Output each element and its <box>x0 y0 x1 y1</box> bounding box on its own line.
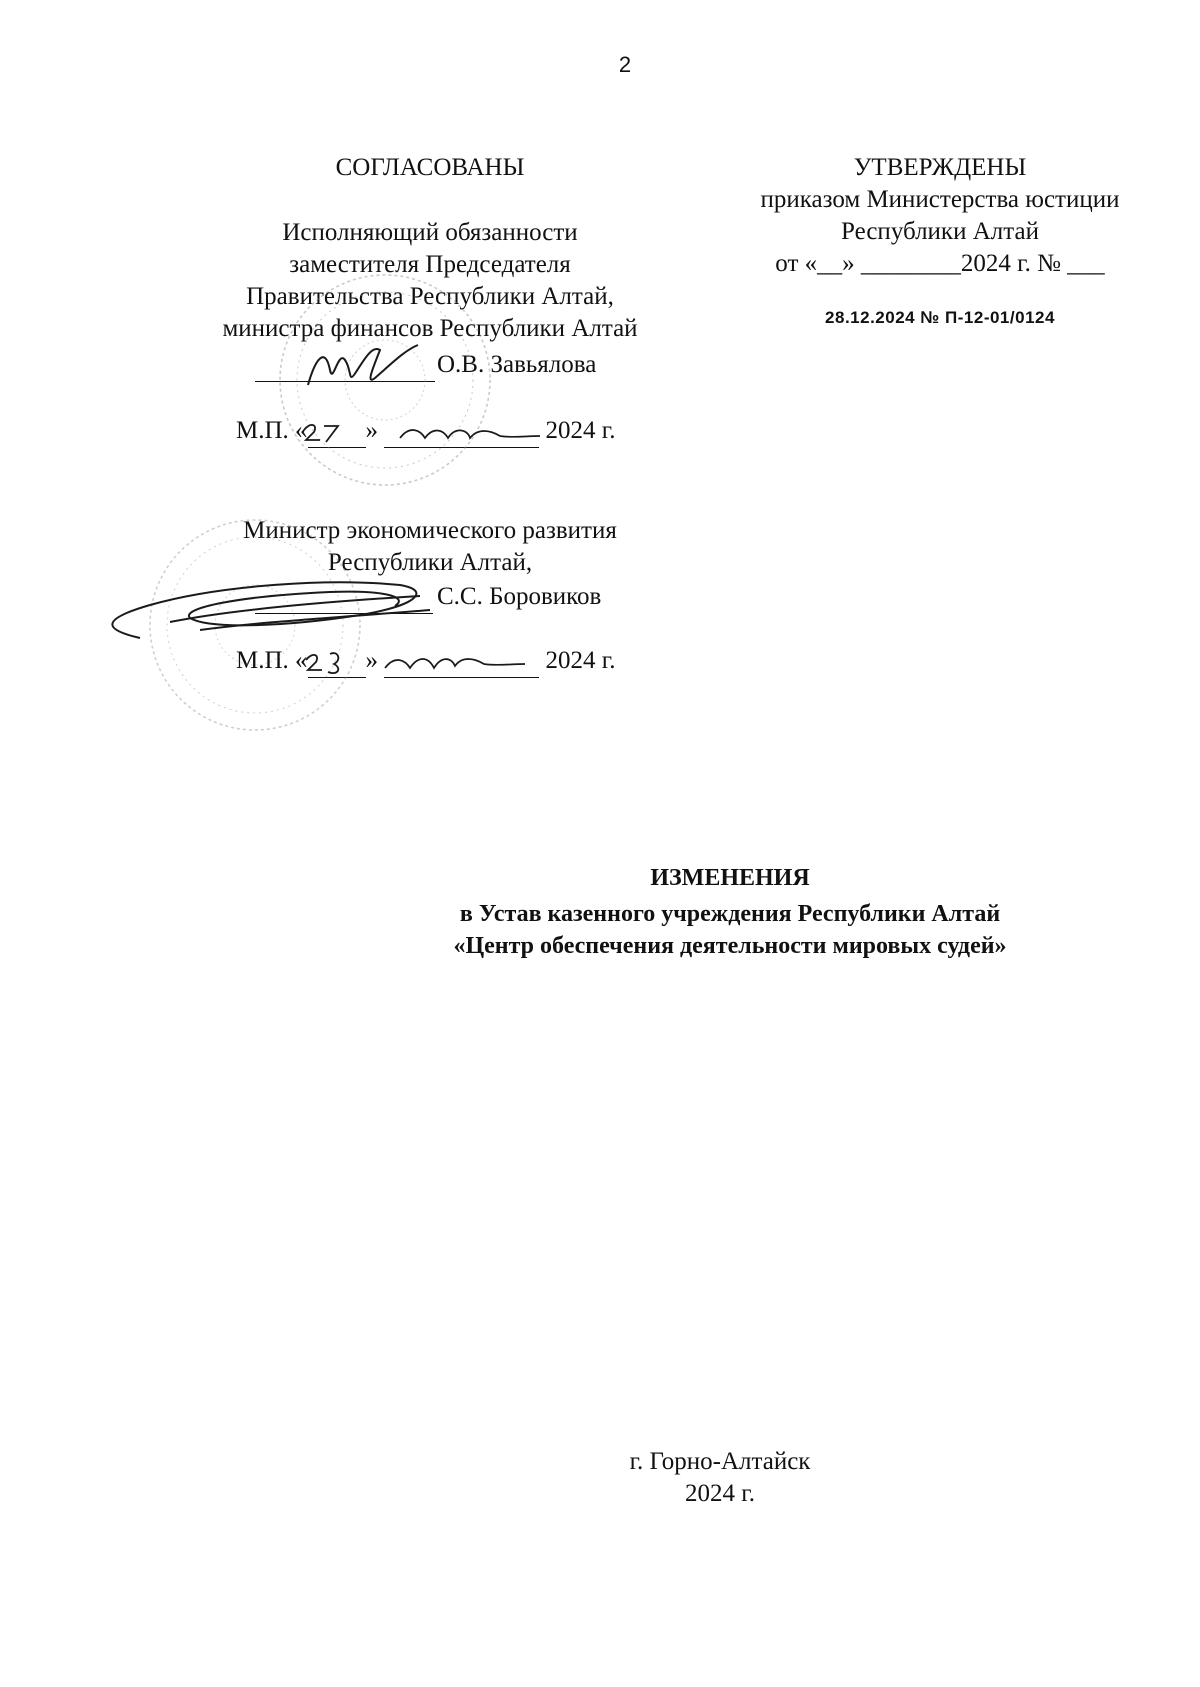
document-title: ИЗМЕНЕНИЯ <box>650 865 810 891</box>
signatory1-seal-date: М.П. « » 2024 г. <box>236 415 615 448</box>
signatory2-position-line2: Республики Алтай, <box>327 549 533 576</box>
document-subtitle-line1: в Устав казенного учреждения Республики Алтай <box>459 901 1001 927</box>
seal-day-blank <box>308 415 366 448</box>
signatory1-name: О.В. Завьялова <box>437 351 597 378</box>
approved-line1: приказом Министерства юстиции <box>760 186 1120 213</box>
page-number: 2 <box>618 52 632 77</box>
signatory1-position-line2: заместителя Председателя <box>289 251 571 278</box>
signatory2-signature-line <box>255 581 433 614</box>
signatory2-seal-date: М.П. « » 2024 г. <box>236 645 615 678</box>
registration-number-stamp: 28.12.2024 № П-12-01/0124 <box>825 308 1055 327</box>
signatory1-position-line3: Правительства Республики Алтай, <box>246 283 614 310</box>
signatory1-position-line1: Исполняющий обязанности <box>282 219 578 246</box>
agreed-heading: СОГЛАСОВАНЫ <box>335 154 525 181</box>
signatory1-signature-line <box>255 349 435 382</box>
seal-year: 2024 г. <box>545 417 616 444</box>
signatory1-position-line4: министра финансов Республики Алтай <box>222 315 638 342</box>
approved-line2: Республики Алтай <box>841 218 1039 245</box>
signatory2-name: С.С. Боровиков <box>437 583 602 610</box>
footer-city: г. Горно-Алтайск <box>629 1448 811 1475</box>
seal-month-blank <box>384 415 539 448</box>
signatory2-position-line1: Министр экономического развития <box>243 517 617 544</box>
seal-year: 2024 г. <box>545 647 616 674</box>
footer-year: 2024 г. <box>685 1480 755 1507</box>
seal-day-blank <box>308 645 366 678</box>
document-subtitle-line2: «Центр обеспечения деятельности мировых судей» <box>453 933 1007 959</box>
approved-line3: от «__» ________2024 г. № ___ <box>775 250 1105 277</box>
seal-month-blank <box>384 645 539 678</box>
seal-label: М.П. « <box>236 417 308 444</box>
approved-heading: УТВЕРЖДЕНЫ <box>853 154 1027 181</box>
seal-label: М.П. « <box>236 647 308 674</box>
